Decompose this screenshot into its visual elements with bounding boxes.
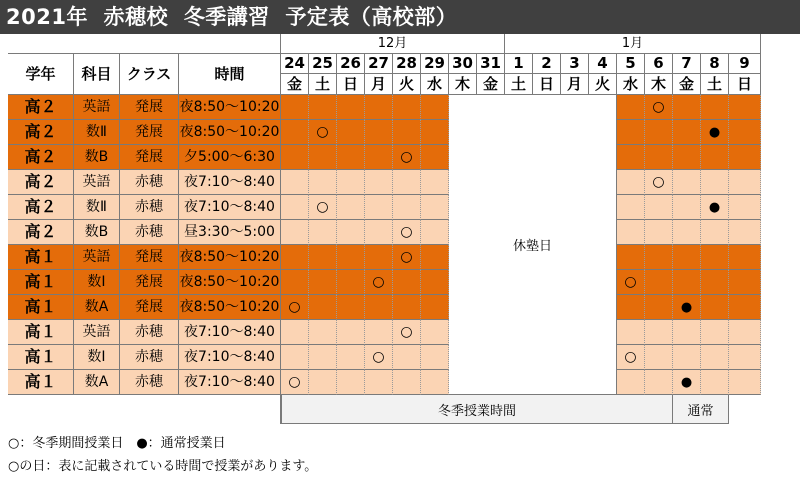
schedule-cell bbox=[365, 245, 393, 270]
winter-class-mark: ○ bbox=[316, 124, 329, 140]
schedule-cell bbox=[729, 120, 761, 145]
day-number: 31 bbox=[477, 54, 505, 74]
schedule-cell bbox=[617, 95, 645, 120]
schedule-cell bbox=[281, 270, 309, 295]
footer-blank bbox=[8, 395, 281, 424]
schedule-cell bbox=[365, 320, 393, 345]
schedule-cell bbox=[729, 345, 761, 370]
row-time: 夜7:10～8:40 bbox=[179, 370, 281, 395]
schedule-cell bbox=[421, 295, 449, 320]
schedule-cell bbox=[393, 320, 421, 345]
schedule-cell bbox=[729, 295, 761, 320]
row-time: 昼3:30～5:00 bbox=[179, 220, 281, 245]
winter-class-mark: ○ bbox=[372, 349, 385, 365]
schedule-cell bbox=[729, 95, 761, 120]
row-time: 夜8:50～10:20 bbox=[179, 120, 281, 145]
row-subject: 英語 bbox=[74, 170, 120, 195]
row-class: 発展 bbox=[120, 120, 179, 145]
day-number: 28 bbox=[393, 54, 421, 74]
schedule-cell bbox=[729, 145, 761, 170]
schedule-cell bbox=[365, 220, 393, 245]
row-subject: 数Ⅰ bbox=[74, 270, 120, 295]
schedule-cell bbox=[281, 295, 309, 320]
schedule-cell bbox=[421, 145, 449, 170]
schedule-cell bbox=[421, 270, 449, 295]
day-number: 29 bbox=[421, 54, 449, 74]
schedule-cell bbox=[645, 270, 673, 295]
day-weekday: 金 bbox=[673, 74, 701, 95]
schedule-cell bbox=[337, 220, 365, 245]
schedule-cell bbox=[281, 120, 309, 145]
schedule-cell bbox=[673, 195, 701, 220]
schedule-cell bbox=[365, 345, 393, 370]
row-class: 発展 bbox=[120, 270, 179, 295]
schedule-cell bbox=[617, 220, 645, 245]
day-weekday: 日 bbox=[729, 74, 761, 95]
schedule-cell bbox=[645, 370, 673, 395]
day-weekday: 日 bbox=[533, 74, 561, 95]
schedule-cell bbox=[673, 120, 701, 145]
day-number: 2 bbox=[533, 54, 561, 74]
schedule-cell bbox=[645, 345, 673, 370]
day-weekday: 火 bbox=[589, 74, 617, 95]
schedule-cell bbox=[365, 295, 393, 320]
schedule-cell bbox=[617, 245, 645, 270]
row-time: 夜8:50～10:20 bbox=[179, 270, 281, 295]
schedule-cell bbox=[337, 245, 365, 270]
day-weekday: 木 bbox=[449, 74, 477, 95]
day-number: 26 bbox=[337, 54, 365, 74]
schedule-cell bbox=[673, 370, 701, 395]
regular-class-mark: ● bbox=[680, 299, 693, 315]
schedule-cell bbox=[701, 345, 729, 370]
schedule-cell bbox=[393, 245, 421, 270]
schedule-cell bbox=[309, 195, 337, 220]
day-number: 8 bbox=[701, 54, 729, 74]
schedule-cell bbox=[421, 245, 449, 270]
schedule-cell bbox=[645, 145, 673, 170]
row-class: 発展 bbox=[120, 295, 179, 320]
day-number: 24 bbox=[281, 54, 309, 74]
row-subject: 数Ⅱ bbox=[74, 195, 120, 220]
schedule-cell bbox=[365, 120, 393, 145]
schedule-cell bbox=[729, 320, 761, 345]
schedule-cell bbox=[337, 295, 365, 320]
schedule-cell bbox=[337, 370, 365, 395]
schedule-cell bbox=[701, 95, 729, 120]
row-subject: 英語 bbox=[74, 320, 120, 345]
day-number: 6 bbox=[645, 54, 673, 74]
day-weekday: 土 bbox=[701, 74, 729, 95]
winter-class-mark: ○ bbox=[372, 274, 385, 290]
header-class: クラス bbox=[120, 54, 179, 95]
row-time: 夜8:50～10:20 bbox=[179, 245, 281, 270]
row-time: 夜7:10～8:40 bbox=[179, 195, 281, 220]
header-time: 時間 bbox=[179, 54, 281, 95]
page-title: 2021年 赤穂校 冬季講習 予定表（高校部） bbox=[0, 0, 800, 34]
schedule-cell bbox=[365, 170, 393, 195]
schedule-cell bbox=[421, 170, 449, 195]
day-weekday: 日 bbox=[337, 74, 365, 95]
row-subject: 数B bbox=[74, 220, 120, 245]
schedule-cell bbox=[281, 220, 309, 245]
row-grade: 高２ bbox=[8, 170, 74, 195]
row-class: 赤穂 bbox=[120, 170, 179, 195]
row-grade: 高１ bbox=[8, 295, 74, 320]
row-time: 夜7:10～8:40 bbox=[179, 170, 281, 195]
row-time: 夜8:50～10:20 bbox=[179, 295, 281, 320]
row-class: 赤穂 bbox=[120, 370, 179, 395]
schedule-cell bbox=[337, 120, 365, 145]
day-weekday: 月 bbox=[365, 74, 393, 95]
regular-period-label: 通常 bbox=[673, 395, 729, 424]
header-blank bbox=[8, 34, 281, 54]
schedule-cell bbox=[421, 195, 449, 220]
schedule-cell bbox=[309, 95, 337, 120]
row-class: 発展 bbox=[120, 245, 179, 270]
schedule-cell bbox=[365, 195, 393, 220]
day-number: 4 bbox=[589, 54, 617, 74]
header-subject: 科目 bbox=[74, 54, 120, 95]
day-weekday: 火 bbox=[393, 74, 421, 95]
day-weekday: 木 bbox=[645, 74, 673, 95]
schedule-cell bbox=[673, 245, 701, 270]
schedule-cell bbox=[617, 370, 645, 395]
row-grade: 高１ bbox=[8, 370, 74, 395]
schedule-cell bbox=[645, 295, 673, 320]
winter-class-mark: ○ bbox=[400, 149, 413, 165]
winter-class-mark: ○ bbox=[316, 199, 329, 215]
schedule-cell bbox=[393, 345, 421, 370]
row-subject: 数A bbox=[74, 295, 120, 320]
schedule-cell bbox=[393, 120, 421, 145]
row-class: 発展 bbox=[120, 95, 179, 120]
schedule-cell bbox=[701, 245, 729, 270]
schedule-cell bbox=[701, 320, 729, 345]
schedule-cell bbox=[673, 295, 701, 320]
schedule-cell bbox=[645, 120, 673, 145]
schedule-cell bbox=[393, 270, 421, 295]
schedule-cell bbox=[393, 295, 421, 320]
schedule-cell bbox=[617, 145, 645, 170]
schedule-cell bbox=[337, 270, 365, 295]
schedule-cell bbox=[393, 170, 421, 195]
month-january: 1月 bbox=[505, 34, 761, 54]
schedule-cell bbox=[309, 220, 337, 245]
schedule-cell bbox=[645, 220, 673, 245]
schedule-cell bbox=[673, 320, 701, 345]
row-grade: 高１ bbox=[8, 345, 74, 370]
schedule-cell bbox=[421, 120, 449, 145]
winter-class-mark: ○ bbox=[400, 224, 413, 240]
schedule-cell bbox=[393, 95, 421, 120]
schedule-cell bbox=[617, 195, 645, 220]
day-weekday: 土 bbox=[505, 74, 533, 95]
winter-class-mark: ○ bbox=[624, 274, 637, 290]
day-number: 7 bbox=[673, 54, 701, 74]
schedule-cell bbox=[421, 345, 449, 370]
winter-class-mark: ○ bbox=[652, 99, 665, 115]
row-class: 赤穂 bbox=[120, 345, 179, 370]
schedule-cell bbox=[421, 95, 449, 120]
schedule-cell bbox=[281, 195, 309, 220]
schedule-cell bbox=[337, 145, 365, 170]
row-grade: 高２ bbox=[8, 95, 74, 120]
day-weekday: 土 bbox=[309, 74, 337, 95]
schedule-cell bbox=[365, 95, 393, 120]
row-class: 赤穂 bbox=[120, 195, 179, 220]
schedule-cell bbox=[701, 270, 729, 295]
schedule-cell bbox=[617, 170, 645, 195]
winter-class-mark: ○ bbox=[652, 174, 665, 190]
schedule-cell bbox=[645, 170, 673, 195]
row-class: 赤穂 bbox=[120, 320, 179, 345]
schedule-cell bbox=[673, 170, 701, 195]
row-time: 夜8:50～10:20 bbox=[179, 95, 281, 120]
schedule-cell bbox=[673, 220, 701, 245]
day-number: 3 bbox=[561, 54, 589, 74]
schedule-cell bbox=[309, 345, 337, 370]
header-grade: 学年 bbox=[8, 54, 74, 95]
schedule-cell bbox=[729, 245, 761, 270]
schedule-cell bbox=[309, 145, 337, 170]
schedule-cell bbox=[365, 145, 393, 170]
schedule-cell bbox=[729, 370, 761, 395]
row-class: 発展 bbox=[120, 145, 179, 170]
schedule-cell bbox=[309, 270, 337, 295]
schedule-cell bbox=[701, 370, 729, 395]
schedule-cell bbox=[365, 270, 393, 295]
schedule-cell bbox=[617, 345, 645, 370]
schedule-cell bbox=[701, 195, 729, 220]
winter-period-label: 冬季授業時間 bbox=[281, 395, 673, 424]
day-number: 27 bbox=[365, 54, 393, 74]
closed-days-block: 休塾日 bbox=[449, 95, 617, 395]
schedule-cell bbox=[421, 370, 449, 395]
schedule-cell bbox=[309, 370, 337, 395]
schedule-cell bbox=[309, 120, 337, 145]
schedule-cell bbox=[701, 120, 729, 145]
day-number: 5 bbox=[617, 54, 645, 74]
winter-class-mark: ○ bbox=[400, 324, 413, 340]
schedule-cell bbox=[617, 270, 645, 295]
row-grade: 高２ bbox=[8, 220, 74, 245]
schedule-cell bbox=[281, 170, 309, 195]
row-grade: 高１ bbox=[8, 320, 74, 345]
schedule-cell bbox=[617, 320, 645, 345]
row-grade: 高２ bbox=[8, 120, 74, 145]
schedule-cell bbox=[337, 195, 365, 220]
schedule-cell bbox=[729, 270, 761, 295]
schedule-cell bbox=[701, 170, 729, 195]
regular-class-mark: ● bbox=[708, 199, 721, 215]
row-grade: 高１ bbox=[8, 245, 74, 270]
row-subject: 英語 bbox=[74, 245, 120, 270]
schedule-cell bbox=[309, 320, 337, 345]
day-weekday: 月 bbox=[561, 74, 589, 95]
schedule-cell bbox=[729, 195, 761, 220]
schedule-cell bbox=[729, 220, 761, 245]
schedule-cell bbox=[421, 220, 449, 245]
schedule-cell bbox=[281, 145, 309, 170]
schedule-cell bbox=[701, 145, 729, 170]
schedule-cell bbox=[281, 370, 309, 395]
schedule-cell bbox=[281, 95, 309, 120]
row-grade: 高１ bbox=[8, 270, 74, 295]
day-number: 9 bbox=[729, 54, 761, 74]
schedule-cell bbox=[673, 270, 701, 295]
regular-class-mark: ● bbox=[680, 374, 693, 390]
row-subject: 数A bbox=[74, 370, 120, 395]
schedule-cell bbox=[337, 345, 365, 370]
schedule-cell bbox=[645, 320, 673, 345]
schedule-cell bbox=[281, 320, 309, 345]
schedule-cell bbox=[309, 245, 337, 270]
schedule-cell bbox=[673, 145, 701, 170]
schedule-cell bbox=[309, 295, 337, 320]
row-subject: 数B bbox=[74, 145, 120, 170]
schedule-cell bbox=[365, 370, 393, 395]
schedule-cell bbox=[337, 320, 365, 345]
day-weekday: 金 bbox=[477, 74, 505, 95]
month-december: 12月 bbox=[281, 34, 505, 54]
winter-class-mark: ○ bbox=[624, 349, 637, 365]
row-class: 赤穂 bbox=[120, 220, 179, 245]
day-number: 1 bbox=[505, 54, 533, 74]
schedule-cell bbox=[421, 320, 449, 345]
legend-marks: ○：冬季期間授業日 ●：通常授業日 bbox=[8, 436, 226, 451]
row-subject: 数Ⅰ bbox=[74, 345, 120, 370]
schedule-cell bbox=[393, 220, 421, 245]
schedule-cell bbox=[645, 195, 673, 220]
winter-class-mark: ○ bbox=[288, 374, 301, 390]
row-grade: 高２ bbox=[8, 145, 74, 170]
day-weekday: 水 bbox=[421, 74, 449, 95]
schedule-cell bbox=[729, 170, 761, 195]
schedule-cell bbox=[701, 295, 729, 320]
schedule-cell bbox=[309, 170, 337, 195]
schedule-cell bbox=[281, 245, 309, 270]
row-grade: 高２ bbox=[8, 195, 74, 220]
schedule-cell bbox=[617, 120, 645, 145]
legend-note: ○の日：表に記載されている時間で授業があります。 bbox=[8, 459, 318, 474]
schedule-cell bbox=[645, 95, 673, 120]
schedule-cell bbox=[645, 245, 673, 270]
schedule-table bbox=[8, 34, 761, 424]
regular-class-mark: ● bbox=[708, 124, 721, 140]
row-subject: 英語 bbox=[74, 95, 120, 120]
winter-class-mark: ○ bbox=[288, 299, 301, 315]
winter-class-mark: ○ bbox=[400, 249, 413, 265]
day-weekday: 水 bbox=[617, 74, 645, 95]
schedule-cell bbox=[281, 345, 309, 370]
schedule-cell bbox=[393, 195, 421, 220]
schedule-cell bbox=[337, 95, 365, 120]
row-subject: 数Ⅱ bbox=[74, 120, 120, 145]
schedule-cell bbox=[701, 220, 729, 245]
schedule-cell bbox=[337, 170, 365, 195]
day-number: 30 bbox=[449, 54, 477, 74]
row-time: 夜7:10～8:40 bbox=[179, 345, 281, 370]
day-weekday: 金 bbox=[281, 74, 309, 95]
schedule-cell bbox=[393, 370, 421, 395]
row-time: 夕5:00～6:30 bbox=[179, 145, 281, 170]
row-time: 夜7:10～8:40 bbox=[179, 320, 281, 345]
schedule-cell bbox=[617, 295, 645, 320]
schedule-cell bbox=[393, 145, 421, 170]
schedule-cell bbox=[673, 95, 701, 120]
day-number: 25 bbox=[309, 54, 337, 74]
schedule-cell bbox=[673, 345, 701, 370]
